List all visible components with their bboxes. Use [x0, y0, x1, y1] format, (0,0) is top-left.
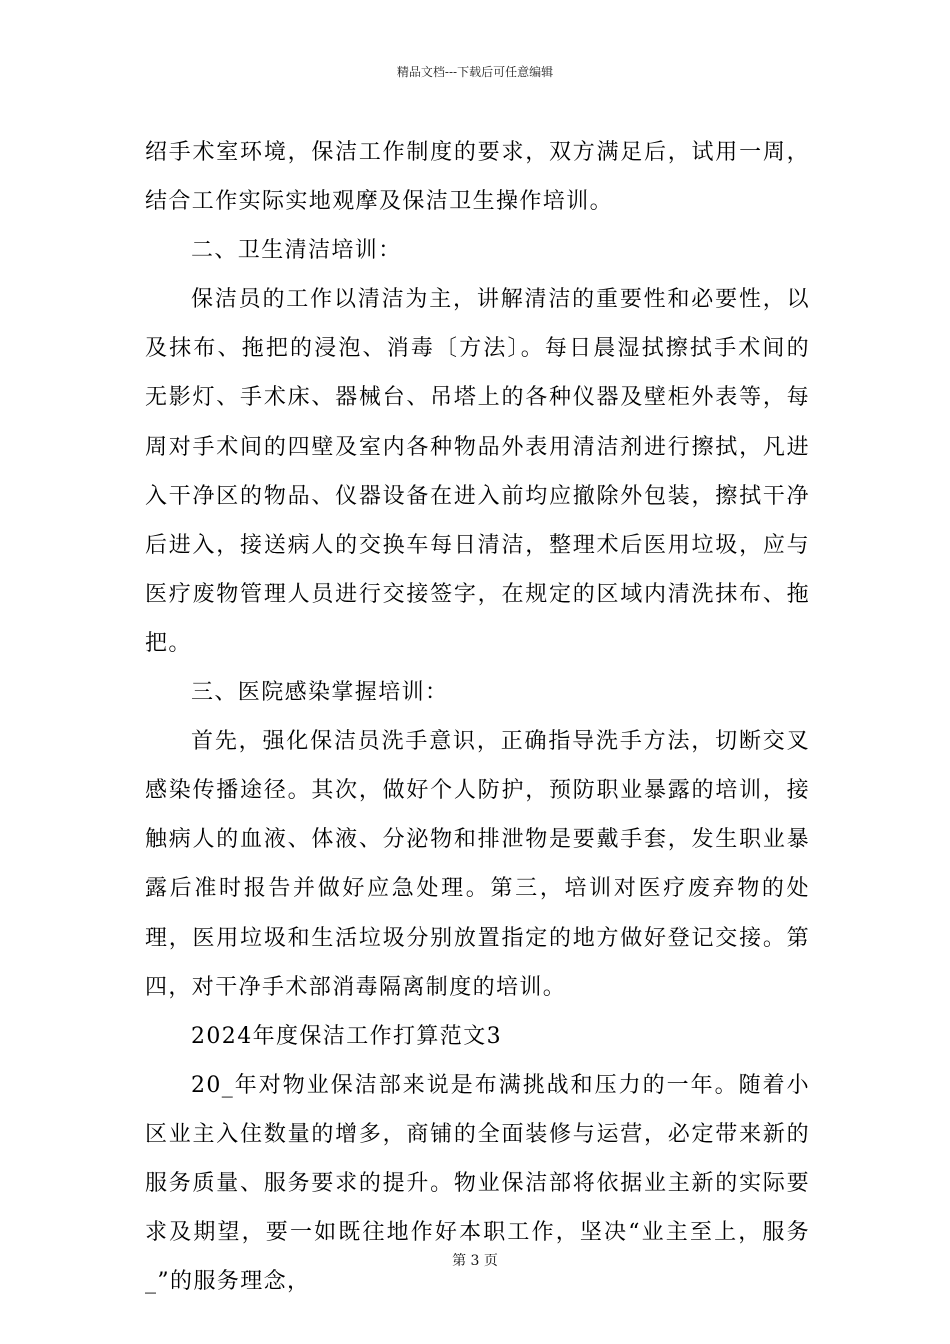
paragraph-continuation: 绍手术室环境，保洁工作制度的要求，双方满足后，试用一周，结合工作实际实地观摩及保洁卫生操作培训。: [145, 140, 810, 215]
section-heading-infection-control: 三、医院感染掌握培训：: [191, 680, 449, 706]
document-body: [145, 128, 810, 1306]
paragraph-cleaning-duties: 保洁员的工作以清洁为主，讲解清洁的重要性和必要性，以及抹布、拖把的浸泡、消毒〔方法〕。每日晨湿拭擦拭手术间的无影灯、手术床、器械台、吊塔上的各种仪器及壁柜外表等，每周对手术间的四壁及室内各种物品外表用清洁剂进行擦拭，凡进入干净区的物品、仪器设备在进入前均应撤除外包装，擦拭干净后进入，接送病人的交换车每日清洁，整理术后医用垃圾，应与医疗废物管理人员进行交接签字，在规定的区域内清洗抹布、拖把。: [145, 287, 810, 656]
document-subtitle: 2024年度保洁工作打算范文3: [191, 1023, 502, 1049]
section-heading-cleaning-training: 二、卫生清洁培训：: [191, 238, 402, 264]
paragraph-annual-plan: 20_年对物业保洁部来说是布满挑战和压力的一年。随着小区业主入住数量的增多，商铺的全面装修与运营，必定带来新的服务质量、服务要求的提升。物业保洁部将依据业主新的实际要求及期望，要一如既往地作好本职工作，坚决“业主至上，服务_”的服务理念，: [145, 1072, 810, 1295]
page-header: 精品文档---下载后可任意编辑: [396, 65, 554, 79]
page-number: 第 3 页: [452, 1253, 498, 1269]
paragraph-infection-control: 首先，强化保洁员洗手意识，正确指导洗手方法，切断交叉感染传播途径。其次，做好个人防护，预防职业暴露的培训，接触病人的血液、体液、分泌物和排泄物是要戴手套，发生职业暴露后准时报告并做好应急处理。第三，培训对医疗废弃物的处理，医用垃圾和生活垃圾分别放置指定的地方做好登记交接。第四，对干净手术部消毒隔离制度的培训。: [145, 729, 810, 1000]
